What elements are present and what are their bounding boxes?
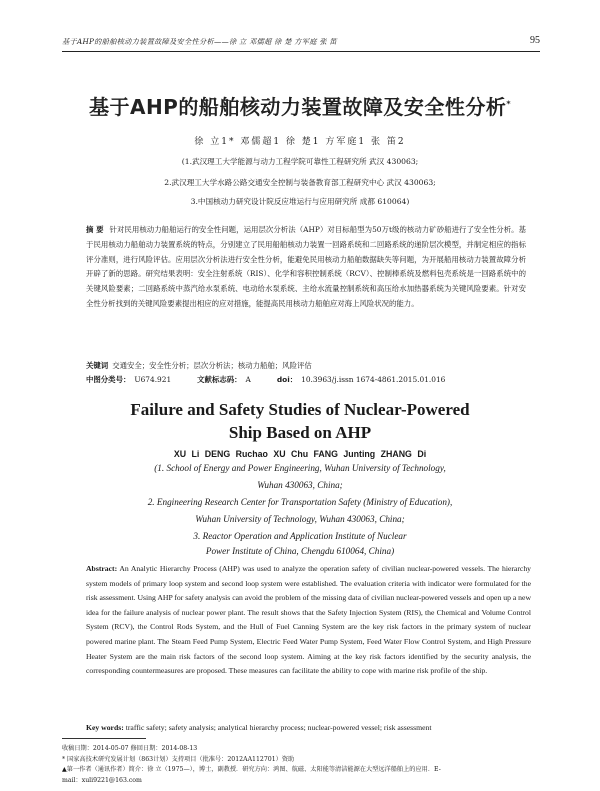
english-affiliation-line-2: Wuhan 430063, China; xyxy=(257,480,343,490)
chinese-abstract-text: 针对民用核动力船舶运行的安全性问题，运用层次分析法（AHP）对目标船型为50万t级的核动力矿砂船进行了安全性分析。基于民用核动力船舶动力装置系统的特点，分别建立了民用船舶核动力装置一回路系统和二回路系统的递阶层次模型，并制定相应的指标评分准则，进行风险评估。应用层次分析法进行安全性分析，能避免民用核动力船舶数据缺失等问题，为开展船用核动力装置故障分析开辟了新的思路。研究结果表明：安全注射系统（RIS）、化学和容积控制系统（RCV）、控制棒系统及燃料包壳系统是一回路系统中的关键风险要素；二回路系统中蒸汽给水泵系统、电动给水泵系统、主给水流量控制系统和高压给水加热器系统为关键风险要素。针对安全性分析找到的关键风险要素提出相应的应对措施，能提高民用核动力船舶应对海上风险状况的能力。 xyxy=(86,225,526,308)
chinese-abstract-label: 摘 要 xyxy=(86,225,104,234)
english-affiliation-line-6: Power Institute of China, Chengdu 610064, China) xyxy=(205,546,395,556)
classification-line xyxy=(86,374,536,385)
running-header xyxy=(62,37,540,52)
clc-value: U674.921 xyxy=(134,375,172,384)
running-title: 基于AHP的船舶核动力装置故障及安全性分析——徐 立 邓儒超 徐 楚 方军庭 张 笛 xyxy=(62,37,337,46)
footnote-author-bio: ▲第一作者（通讯作者）简介：徐 立（1975—），博士，副教授．研究方向：鸿图、航磁、太阳能等清洁能源在大型远洋船舶上的应用．E- xyxy=(62,766,441,773)
english-keywords xyxy=(86,723,432,732)
chinese-keywords xyxy=(86,360,536,371)
footnote-funding: * 国家高技术研究发展计划（863计划）支持项目（批准号：2012AA112701）资助 xyxy=(62,755,295,763)
chinese-keywords-text: 交通安全；安全性分析；层次分析法；核动力船舶；风险评估 xyxy=(112,361,312,370)
page-number: 95 xyxy=(530,35,540,46)
english-affiliation-line-4: Wuhan University of Technology, Wuhan 430063, China; xyxy=(195,514,405,524)
english-title-line-1: Failure and Safety Studies of Nuclear-Powered xyxy=(130,400,470,419)
footnotes xyxy=(62,744,540,786)
doi-value: 10.3963/j.issn 1674-4861.2015.01.016 xyxy=(301,375,446,384)
english-authors: XU Li DENG Ruchao XU Chu FANG Junting ZHANG Di xyxy=(173,449,427,459)
chinese-affiliation-3: 3.中国核动力研究设计院反应堆运行与应用研究所 成都 610064) xyxy=(190,197,410,206)
doc-code-value: A xyxy=(245,375,251,384)
english-keywords-text: traffic safety; safety analysis; analytical hierarchy process; nuclear-powered vessel; risk assessment xyxy=(125,723,432,732)
chinese-affiliation-2: 2.武汉理工大学水路公路交通安全控制与装备教育部工程研究中心 武汉 430063; xyxy=(164,178,436,187)
footnote-email: mail：xuli9221@163.com xyxy=(62,776,142,784)
chinese-abstract xyxy=(86,223,526,312)
chinese-title-text: 基于AHP的船舶核动力装置故障及安全性分析 xyxy=(88,95,507,119)
english-affiliation-line-5: 3. Reactor Operation and Application Institute of Nuclear xyxy=(193,531,407,541)
english-abstract-label: Abstract: xyxy=(86,564,118,573)
title-footnote-mark: * xyxy=(506,99,512,109)
chinese-keywords-label: 关键词 xyxy=(86,361,109,370)
doc-code-label: 文献标志码： xyxy=(197,375,242,384)
chinese-affiliation-1: (1.武汉理工大学能源与动力工程学院可靠性工程研究所 武汉 430063; xyxy=(181,157,419,166)
footnote-dates: 收稿日期：2014-05-07 修回日期：2014-08-13 xyxy=(62,745,198,752)
english-abstract xyxy=(86,562,531,679)
english-affiliation-line-1: (1. School of Energy and Power Engineering, Wuhan University of Technology, xyxy=(154,463,446,473)
footnote-divider xyxy=(62,738,146,739)
english-title-line-2: Ship Based on AHP xyxy=(228,423,372,442)
english-abstract-text: An Analytic Hierarchy Process (AHP) was used to analyze the operation safety of civilian nuclear-powered vessels. The hierarchy system models of primary loop system and second loop system were established. The evaluation criteria with indicator were formulated for the risk assessment. Using AHP for safety analysis can avoid the problem of the missing data of civilian nuclear-powered vessels and open up a new idea for the failure analysis of nuclear power plant. The result shows that the Safety Injection System (RIS), the Chemical and Volume Control System (RCV), the Control Rods System, and the Hull of Fuel Canning System are the key risk factors in the primary system of nuclear powered marine plant. The Steam Feed Pump System, Electric Feed Water Pump System, Feed Water Flow Control System, and High Pressure Heater System are the main risk factors of the second loop system. Aiming at the key risk factors identified by the security analysis, the corresponding countermeasures are proposed. These measures can facilitate the ability to cope with marine risk profile of the ship. xyxy=(86,564,532,676)
chinese-title xyxy=(0,91,600,120)
clc-label: 中图分类号： xyxy=(86,375,131,384)
doi-label: doi： xyxy=(276,375,298,384)
english-keywords-label: Key words: xyxy=(86,723,124,732)
english-affiliation-line-3: 2. Engineering Research Center for Transportation Safety (Ministry of Education), xyxy=(147,497,453,507)
chinese-authors: 徐 立1* 邓儒超1 徐 楚1 方军庭1 张 笛2 xyxy=(194,137,406,147)
